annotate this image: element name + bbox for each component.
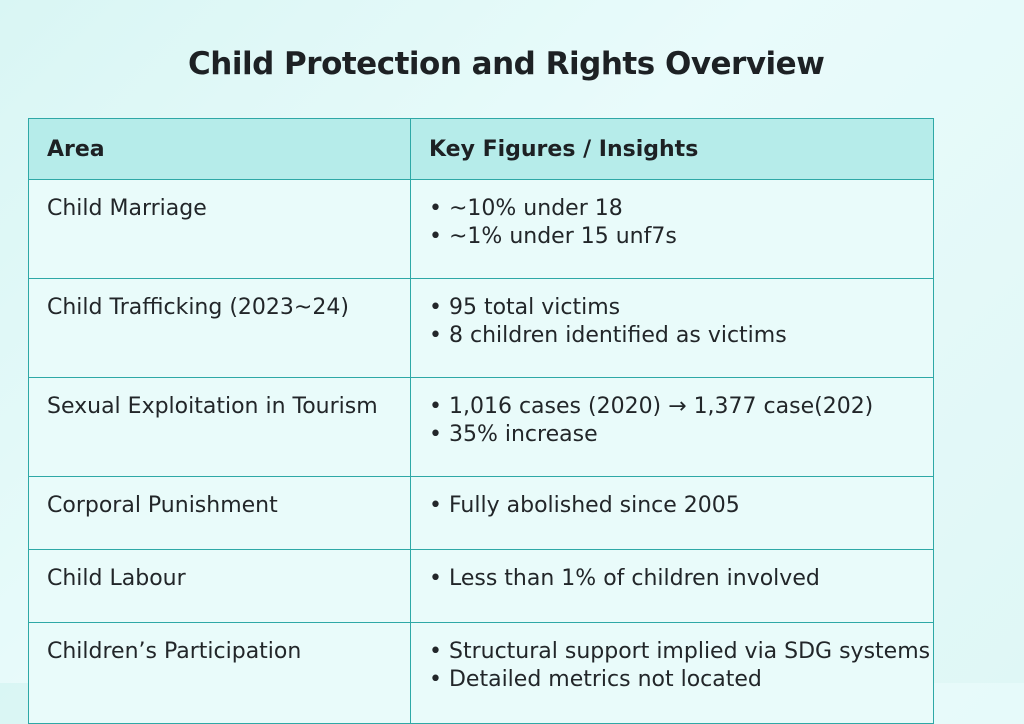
insight-bullet: • 8 children identified as victims <box>429 322 933 350</box>
table-row <box>29 279 934 378</box>
insight-bullet: • Fully abolished since 2005 <box>429 492 933 520</box>
area-cell: Child Labour <box>29 550 411 623</box>
area-cell: Sexual Exploitation in Tourism <box>29 378 411 477</box>
column-header-area: Area <box>29 119 411 180</box>
table-row <box>29 378 934 477</box>
insight-bullet: • 95 total victims <box>429 294 933 322</box>
area-cell: Child Marriage <box>29 180 411 279</box>
insights-cell <box>411 378 934 477</box>
insights-cell <box>411 477 934 550</box>
table-row <box>29 623 934 724</box>
insight-bullet: • ~1% under 15 unf7s <box>429 223 933 251</box>
insight-bullet: • Detailed metrics not located <box>429 666 933 694</box>
insights-cell <box>411 550 934 623</box>
insight-bullet: • Structural support implied via SDG systems <box>429 638 933 666</box>
area-cell: Child Trafficking (2023~24) <box>29 279 411 378</box>
table-row <box>29 180 934 279</box>
table-row <box>29 550 934 623</box>
insights-cell <box>411 279 934 378</box>
area-cell: Corporal Punishment <box>29 477 411 550</box>
insight-bullet: • 35% increase <box>429 421 933 449</box>
table-header-row <box>29 119 934 180</box>
insight-bullet: • ~10% under 18 <box>429 195 933 223</box>
insight-bullet: • 1,016 cases (2020) → 1,377 case(202) <box>429 393 933 421</box>
overview-table <box>28 118 934 724</box>
insight-bullet: • Less than 1% of children involved <box>429 565 933 593</box>
page-title: Child Protection and Rights Overview <box>188 46 825 82</box>
column-header-insights: Key Figures / Insights <box>411 119 934 180</box>
table-row <box>29 477 934 550</box>
area-cell: Children’s Participation <box>29 623 411 724</box>
insights-cell <box>411 180 934 279</box>
insights-cell <box>411 623 934 724</box>
